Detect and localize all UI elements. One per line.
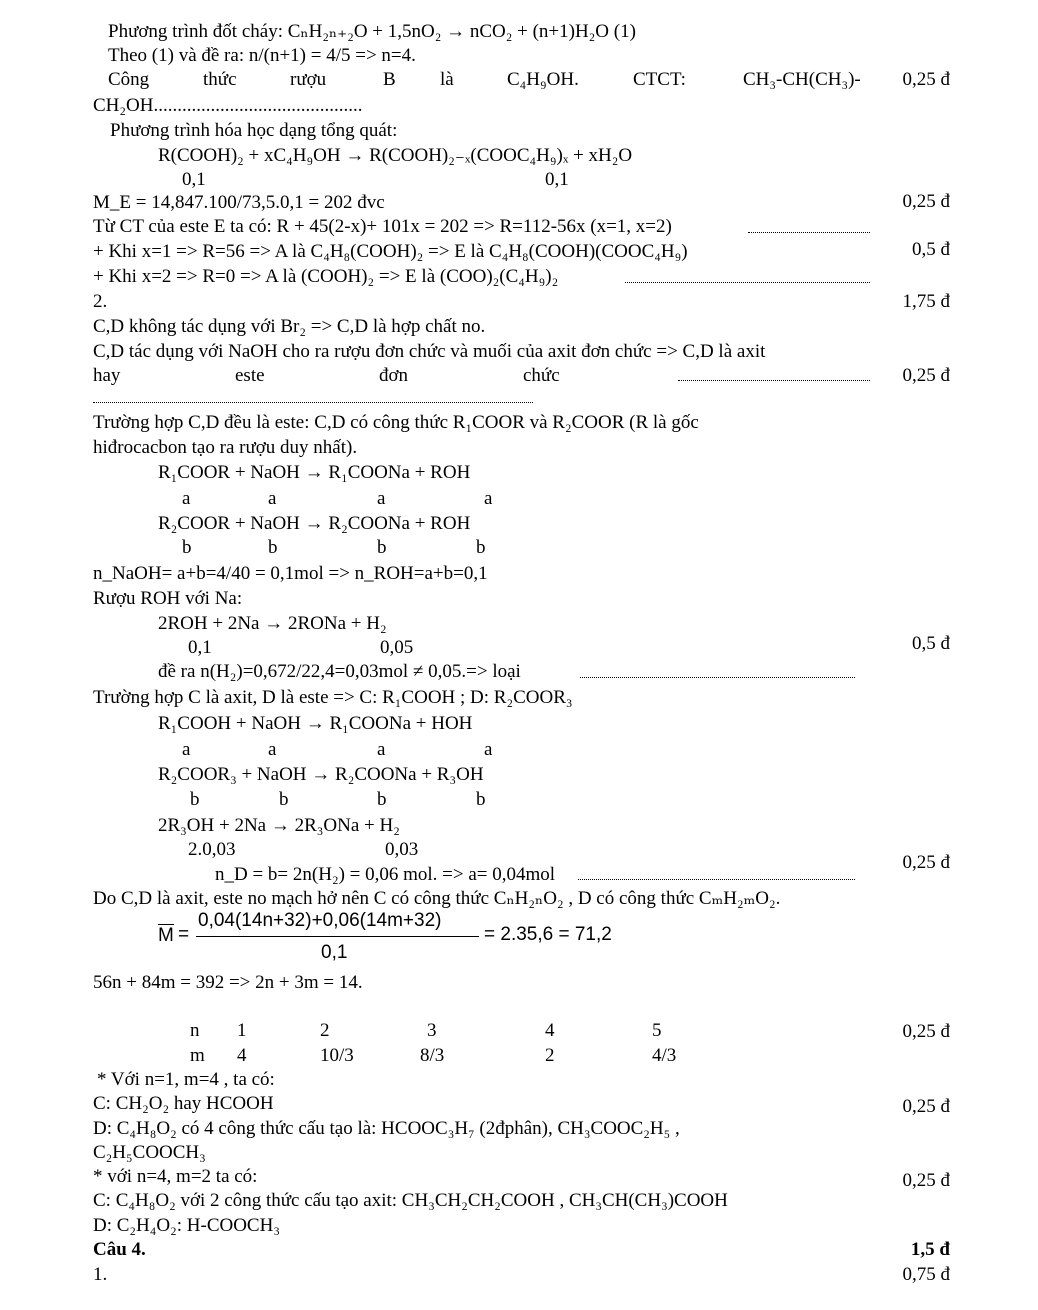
dotted-leader (625, 282, 870, 283)
word: chức (523, 365, 560, 386)
word: là (440, 69, 454, 90)
table-cell-m: 8/3 (420, 1045, 445, 1066)
table-cell-n: 2 (320, 1020, 330, 1041)
coefficient: b (182, 537, 192, 558)
coefficient: b (476, 537, 486, 558)
mole-value: 0,1 (545, 169, 569, 190)
reaction-equation: 2ROH + 2Na → 2RONa + H₂ (158, 613, 387, 634)
coefficient: a (484, 739, 493, 760)
text-line: C,D không tác dụng với Br₂ => C,D là hợp chất no. (93, 316, 486, 337)
section-number: 2. (93, 291, 108, 312)
coefficient: b (279, 789, 289, 810)
text-line: Do C,D là axit, este no mạch hở nên C có công thức CₙH₂ₙO₂ , D có công thức CₘH₂ₘO₂. (93, 888, 781, 909)
table-cell-m: 4 (237, 1045, 247, 1066)
score: 0,25 đ (902, 1096, 950, 1117)
score: 0,25 đ (902, 1170, 950, 1191)
coefficient: a (377, 488, 386, 509)
mole-line: n_D = b= 2n(H₂) = 0,06 mol. => a= 0,04mol (215, 864, 556, 885)
word: Công (108, 69, 150, 90)
ester-formula-line: Từ CT của este E ta có: R + 45(2-x)+ 101x = 202 => R=112-56x (x=1, x=2) (93, 216, 672, 237)
document-page: Phương trình đốt cháy: CₙH₂ₙ₊₂O + 1,5nO₂ → nCO₂ + (n+1)H₂O (1) Theo (1) và đề ra: n/(n+1) = 4/5 => n=4. Công thức rượu B là C₄H₉OH. CTCT: CH₃-CH(CH₃)- 0,25 đ CH₂OH............................................ Phương trình hóa học dạng tổng quát: R(COOH)₂ + xC₄H₉OH → R(COOH)₂₋ₓ(COOC₄H₉)ₓ + xH₂O 0,1 0,1 M_E = 14,847.100/73,5.0,1 = 202 đvc 0,25 đ Từ CT của este E ta có: R + 45(2-x)+ 101x = 202 => R=112-56x (x=1, x=2) + Khi x=1 => R=56 => A là C₄H₈(COOH)₂ => E là C₄H₈(COOH)(COOC₄H₉) 0,5 đ + Khi x=2 => R=0 => A là (COOH)₂ => E là (COO)₂(C₄H₉)₂ 2. 1,75 đ C,D không tác dụng với Br₂ => C,D là hợp chất no. C,D tác dụng với NaOH cho ra rượu đơn chức và muối của axit đơn chức => C,D là axit hay este đơn chức 0,25 đ Trường hợp C,D đều là este: C,D có công thức R₁COOR và R₂COOR (R là gốc hiđrocacbon tạo ra rượu duy nhất). R₁COOR + NaOH → R₁COONa + ROH a a a a R₂COOR + NaOH → R₂COONa + ROH b b b b n_NaOH= a+b=4/40 = 0,1mol => n_ROH=a+b=0,1 Rượu ROH với Na: 2ROH + 2Na → 2RONa + H₂ 0,1 0,05 0,5 đ đề ra n(H₂)=0,672/22,4=0,03mol ≠ 0,05.=> loại Trường hợp C là axit, D là este => C: R₁COOH ; D: R₂COOR₃ R₁COOH + NaOH → R₁COONa + HOH a a a a R₂COOR₃ + NaOH → R₂COONa + R₃OH b b b b 2R₃OH + 2Na → 2R₃ONa + H₂ 2.0,03 0,03 n_D = b= 2n(H₂) = 0,06 mol. => a= 0,04mol 0,25 đ Do C,D là axit, este no mạch hở nên C có công thức CₙH₂ₙO₂ , D có công thức CₘH₂ₘO₂. M = 0,04(14n+32)+0,06(14m+32) 0,1 = 2.35,6 = 71,2 56n + 84m = 392 => 2n + 3m = 14. n 1 2 3 4 5 m 4 10/3 8/3 2 4/3 0,25 đ * Với n=1, m=4 , ta có: C: CH₂O₂ hay HCOOH 0,25 đ D: C₄H₈O₂ có 4 công thức cấu tạo là: HCOOC₃H₇ (2đphân), CH₃COOC₂H₅ , C₂H₅COOCH₃ * với n=4, m=2 ta có: 0,25 đ C: C₄H₈O₂ với 2 công thức cấu tạo axit: CH₃CH₂CH₂COOH , CH₃CH(CH₃)COOH D: C₂H₄O₂: H-COOCH₃ Câu 4. 1,5 đ 1. 0,75 đ (93, 21, 950, 1285)
reaction-equation: 2R₃OH + 2Na → 2R₃ONa + H₂ (158, 815, 400, 836)
reaction-equation: R₂COOR + NaOH → R₂COONa + ROH (158, 513, 471, 534)
score: 1,75 đ (902, 291, 950, 312)
coefficient: a (182, 488, 191, 509)
word: đơn (379, 365, 409, 386)
coefficient: b (476, 789, 486, 810)
coefficient: b (190, 789, 200, 810)
reaction-equation: R₁COOR + NaOH → R₁COONa + ROH (158, 462, 471, 483)
coefficient: b (268, 537, 278, 558)
mole-value: 2.0,03 (188, 839, 236, 860)
coefficient: b (377, 789, 387, 810)
molar-mass-line: M_E = 14,847.100/73,5.0,1 = 202 đvc (93, 192, 385, 213)
table-cell-m: 2 (545, 1045, 555, 1066)
fraction-numerator: 0,04(14n+32)+0,06(14m+32) (198, 910, 442, 931)
score: 0,25 đ (902, 1021, 950, 1042)
mole-line: n_NaOH= a+b=4/40 = 0,1mol => n_ROH=a+b=0,1 (93, 563, 488, 584)
reaction-equation: R₁COOH + NaOH → R₁COONa + HOH (158, 713, 473, 734)
formula-continued: CH₂OH............................................ (93, 95, 363, 116)
text-line: C: CH₂O₂ hay HCOOH (93, 1093, 274, 1114)
word: rượu (290, 69, 327, 90)
score: 0,25 đ (902, 852, 950, 873)
table-cell-n: 5 (652, 1020, 662, 1041)
table-label-m: m (190, 1045, 205, 1066)
score: 0,5 đ (912, 633, 950, 654)
coefficient: a (484, 488, 493, 509)
dotted-leader (578, 879, 855, 880)
heading-line: Phương trình hóa học dạng tổng quát: (110, 120, 398, 141)
score: 0,25 đ (902, 365, 950, 386)
equation-line: 56n + 84m = 392 => 2n + 3m = 14. (93, 972, 363, 993)
score: 1,5 đ (910, 1239, 950, 1260)
dotted-leader (748, 232, 870, 233)
case-x2-line: + Khi x=2 => R=0 => A là (COOH)₂ => E là (COO)₂(C₄H₉)₂ (93, 266, 559, 287)
fraction-bar (196, 936, 479, 937)
mole-value: 0,1 (188, 637, 212, 658)
score: 0,25 đ (902, 69, 950, 90)
table-label-n: n (190, 1020, 200, 1041)
fraction-result: = 2.35,6 = 71,2 (484, 924, 612, 945)
dotted-leader (580, 677, 855, 678)
score: 0,5 đ (912, 239, 950, 260)
dotted-leader (678, 380, 870, 381)
fraction-denominator: 0,1 (321, 942, 348, 963)
coefficient: a (377, 739, 386, 760)
text-line: D: C₄H₈O₂ có 4 công thức cấu tạo là: HCOOC₃H₇ (2đphân), CH₃COOC₂H₅ , (93, 1118, 680, 1139)
case-line: * với n=4, m=2 ta có: (93, 1166, 258, 1187)
word: thức (203, 69, 237, 90)
text-line: hiđrocacbon tạo ra rượu duy nhất). (93, 437, 358, 458)
text-line: Trường hợp C,D đều là este: C,D có công thức R₁COOR và R₂COOR (R là gốc (93, 412, 699, 433)
case-line: * Với n=1, m=4 , ta có: (97, 1069, 275, 1090)
table-cell-n: 3 (427, 1020, 437, 1041)
table-cell-n: 1 (237, 1020, 247, 1041)
reaction-equation: R₂COOR₃ + NaOH → R₂COONa + R₃OH (158, 764, 484, 785)
question-heading: Câu 4. (93, 1239, 146, 1260)
fraction-lhs: M (158, 925, 174, 946)
text-line: C: C₄H₈O₂ với 2 công thức cấu tạo axit: CH₃CH₂CH₂COOH , CH₃CH(CH₃)COOH (93, 1190, 728, 1211)
mole-value: 0,03 (385, 839, 419, 860)
text-line: C₂H₅COOCH₃ (93, 1142, 206, 1163)
table-cell-n: 4 (545, 1020, 555, 1041)
word: este (235, 365, 265, 386)
dotted-leader (93, 402, 533, 403)
formula: C₄H₉OH. (507, 69, 579, 90)
text-line: D: C₂H₄O₂: H-COOCH₃ (93, 1215, 280, 1236)
table-cell-m: 10/3 (320, 1045, 354, 1066)
case-x1-line: + Khi x=1 => R=56 => A là C₄H₈(COOH)₂ => E là C₄H₈(COOH)(COOC₄H₉) (93, 241, 688, 262)
ratio-line: Theo (1) và đề ra: n/(n+1) = 4/5 => n=4. (108, 45, 416, 66)
text-line: Trường hợp C là axit, D là este => C: R₁COOH ; D: R₂COOR₃ (93, 687, 573, 708)
text-line: Rượu ROH với Na: (93, 588, 243, 609)
combustion-equation: Phương trình đốt cháy: CₙH₂ₙ₊₂O + 1,5nO₂ → nCO₂ + (n+1)H₂O (1) (108, 21, 636, 42)
formula: CH₃-CH(CH₃)- (743, 69, 861, 90)
table-cell-m: 4/3 (652, 1045, 677, 1066)
coefficient: b (377, 537, 387, 558)
coefficient: a (268, 488, 277, 509)
score: 0,75 đ (902, 1264, 950, 1285)
coefficient: a (182, 739, 191, 760)
word: hay (93, 365, 121, 386)
score: 0,25 đ (902, 191, 950, 212)
coefficient: a (268, 739, 277, 760)
word: CTCT: (633, 69, 686, 90)
text-line: C,D tác dụng với NaOH cho ra rượu đơn chức và muối của axit đơn chức => C,D là axit (93, 341, 766, 362)
word: B (383, 69, 396, 90)
section-number: 1. (93, 1264, 108, 1285)
mole-value: 0,1 (182, 169, 206, 190)
check-line: đề ra n(H₂)=0,672/22,4=0,03mol ≠ 0,05.=> loại (158, 661, 521, 682)
esterification-equation: R(COOH)₂ + xC₄H₉OH → R(COOH)₂₋ₓ(COOC₄H₉)ₓ + xH₂O (158, 145, 633, 166)
mole-value: 0,05 (380, 637, 414, 658)
